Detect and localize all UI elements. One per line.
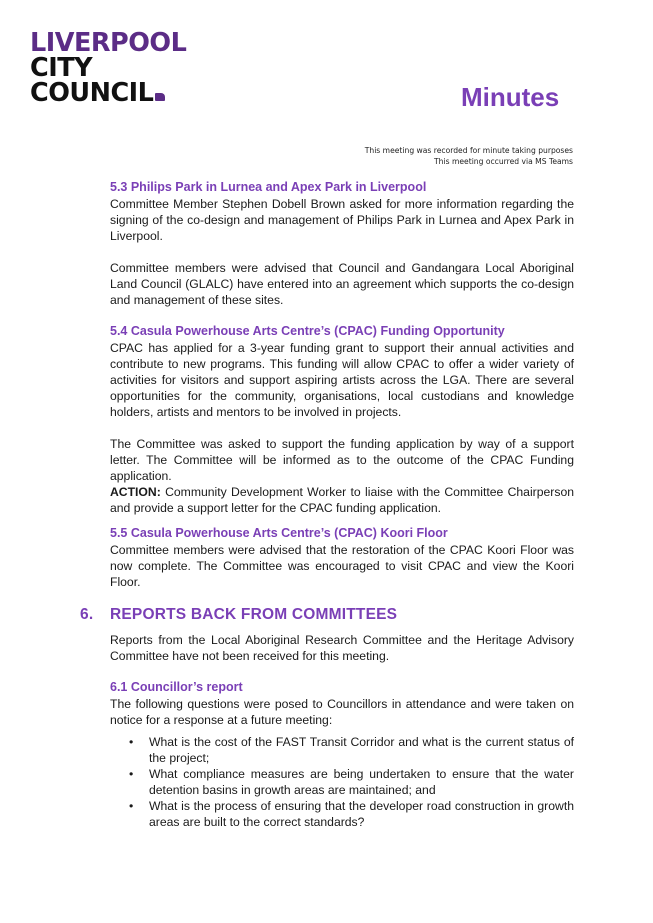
section-5-3-heading: 5.3 Philips Park in Lurnea and Apex Park in Liverpool bbox=[110, 180, 427, 194]
section-5-5-body bbox=[110, 542, 574, 590]
section-5-4-body bbox=[110, 340, 574, 420]
section-6-para-1: Reports from the Local Aboriginal Research Committee and the Heritage Advisory Committee have not been received for this meeting. bbox=[110, 633, 574, 663]
bullet-icon: • bbox=[129, 735, 134, 749]
logo-line-liverpool: LIVERPOOL bbox=[30, 28, 187, 58]
section-6-title: REPORTS BACK FROM COMMITTEES bbox=[110, 606, 398, 623]
list-item-text: What is the process of ensuring that the developer road construction in growth areas are built to the correct standards? bbox=[149, 799, 574, 829]
list-item bbox=[110, 798, 574, 830]
list-item-text: What compliance measures are being undertaken to ensure that the water detention basins in growth areas are maintained; and bbox=[149, 767, 574, 797]
section-5-3-body-2 bbox=[110, 260, 574, 308]
section-6-1-body bbox=[110, 696, 574, 728]
section-5-5-para-1: Committee members were advised that the restoration of the CPAC Koori Floor was now complete. The Committee was encouraged to visit CPAC and view the Koori Floor. bbox=[110, 543, 574, 589]
logo-mark-icon bbox=[155, 93, 165, 101]
list-item bbox=[110, 734, 574, 766]
list-item-text: What is the cost of the FAST Transit Corridor and what is the current status of the project; bbox=[149, 735, 574, 765]
section-5-3-para-1: Committee Member Stephen Dobell Brown asked for more information regarding the signing of the co-design and management of Philips Park in Lurnea and Apex Park in Liverpool. bbox=[110, 197, 574, 243]
councillor-questions-list bbox=[110, 734, 574, 830]
section-6-1-heading: 6.1 Councillor’s report bbox=[110, 680, 243, 694]
section-5-3-body bbox=[110, 196, 574, 244]
recording-note: This meeting was recorded for minute taking purposes bbox=[364, 146, 573, 155]
bullet-icon: • bbox=[129, 799, 134, 813]
teams-note: This meeting occurred via MS Teams bbox=[434, 157, 573, 166]
section-5-4-action bbox=[110, 484, 574, 516]
list-item bbox=[110, 766, 574, 798]
logo-line-council-text: COUNCIL bbox=[30, 78, 154, 108]
logo-line-city: CITY bbox=[30, 53, 93, 83]
section-5-4-heading: 5.4 Casula Powerhouse Arts Centre’s (CPAC) Funding Opportunity bbox=[110, 324, 505, 338]
action-text: Community Development Worker to liaise with the Committee Chairperson and provide a support letter for the CPAC funding application. bbox=[110, 485, 574, 515]
section-6-body bbox=[110, 632, 574, 664]
bullet-icon: • bbox=[129, 767, 134, 781]
section-6-1-para-1: The following questions were posed to Councillors in attendance and were taken on notice for a response at a future meeting: bbox=[110, 697, 574, 727]
section-6-heading bbox=[80, 606, 397, 624]
section-6-number: 6. bbox=[80, 606, 94, 623]
section-5-3-para-2: Committee members were advised that Council and Gandangara Local Aboriginal Land Council (GLALC) have entered into an agreement which supports the co-design and management of these sites. bbox=[110, 261, 574, 307]
recording-notes bbox=[365, 145, 573, 167]
section-5-4-para-1: CPAC has applied for a 3-year funding grant to support their annual activities and contribute to new programs. This funding will allow CPAC to offer a wider variety of activities for visitors and support aspiring artists across the LGA. There are several opportunities for the community, organisations, local custodians and knowledge holders, artists and mentors to be involved in projects. bbox=[110, 341, 574, 419]
section-5-4-para-2: The Committee was asked to support the funding application by way of a support letter. The Committee will be informed as to the outcome of the CPAC Funding application. bbox=[110, 437, 574, 483]
council-logo bbox=[30, 28, 187, 108]
action-label: ACTION: bbox=[110, 485, 161, 499]
section-5-5-heading: 5.5 Casula Powerhouse Arts Centre’s (CPAC) Koori Floor bbox=[110, 526, 448, 540]
logo-line-council bbox=[30, 78, 186, 108]
document-title: Minutes bbox=[461, 82, 560, 112]
section-5-4-body-2 bbox=[110, 436, 574, 484]
action-item bbox=[110, 484, 574, 516]
